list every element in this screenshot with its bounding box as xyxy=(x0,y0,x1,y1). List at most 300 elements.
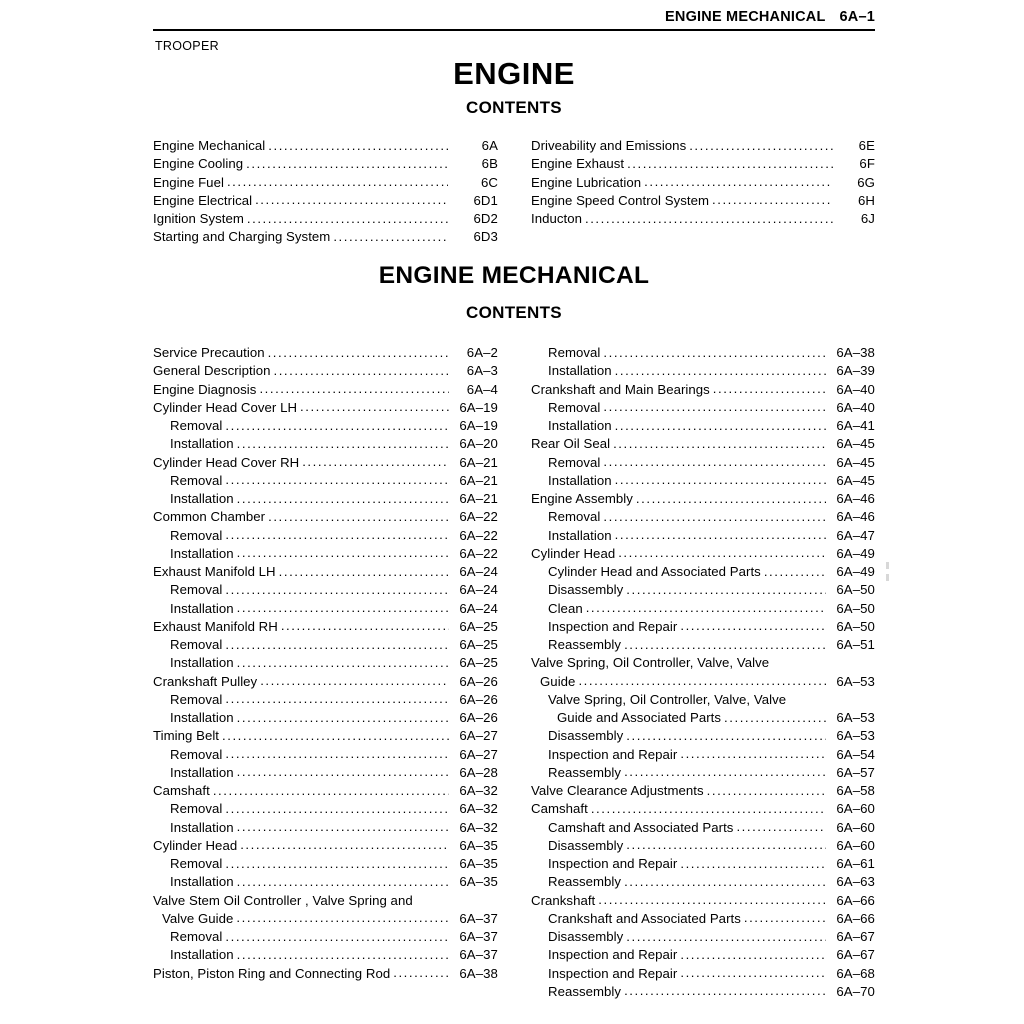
toc-entry[interactable] xyxy=(531,837,875,855)
toc-entry-label: Common Chamber xyxy=(153,509,266,525)
toc-entry-label: Timing Belt xyxy=(153,728,220,744)
toc-entry-page: 6A–70 xyxy=(836,983,875,999)
toc-entry-label: Installation xyxy=(170,947,234,963)
toc-entry[interactable] xyxy=(531,654,875,672)
toc-entry-label: Exhaust Manifold LH xyxy=(153,564,276,579)
toc-entry-page: 6A–37 xyxy=(459,947,498,963)
toc-entry-page: 6A–35 xyxy=(459,837,498,853)
toc-leader-dots xyxy=(624,982,826,1000)
toc-entry-page: 6A–22 xyxy=(459,509,498,525)
toc-entry[interactable] xyxy=(153,210,498,228)
toc-entry[interactable] xyxy=(531,137,875,155)
toc-entry-page: 6A–47 xyxy=(836,527,875,543)
toc-entry-page: 6D2 xyxy=(473,211,498,226)
toc-entry-label: Rear Oil Seal xyxy=(531,436,611,452)
toc-entry-label: Engine Lubrication xyxy=(531,174,642,190)
toc-entry-page: 6A–2 xyxy=(466,345,498,360)
toc-entry[interactable] xyxy=(153,563,498,581)
toc-entry-label: Installation xyxy=(548,363,612,379)
toc-entry-label: Removal xyxy=(548,345,601,360)
toc-entry[interactable] xyxy=(531,399,875,417)
toc-entry-label: Service Precaution xyxy=(153,345,265,360)
toc-entry-label: Reassembly xyxy=(548,764,622,780)
toc-leader-dots xyxy=(624,873,826,891)
toc-leader-dots xyxy=(268,344,449,362)
toc-leader-dots xyxy=(598,891,826,909)
toc-entry-label: Disassembly xyxy=(548,582,624,598)
toc-entry[interactable] xyxy=(531,381,875,399)
toc-leader-dots xyxy=(578,672,826,690)
toc-entry-page: 6A–27 xyxy=(459,746,498,762)
toc-entry-page: 6A–45 xyxy=(836,454,875,470)
toc-leader-dots xyxy=(736,818,826,836)
toc-leader-dots xyxy=(300,398,449,416)
toc-entry-page: 6H xyxy=(857,192,875,208)
toc-entry-page: 6A–60 xyxy=(836,801,875,817)
toc-entry-page: 6A–22 xyxy=(459,545,498,561)
toc-entry[interactable] xyxy=(531,709,875,727)
toc-entry[interactable] xyxy=(531,819,875,837)
toc-entry-label: Removal xyxy=(170,527,223,543)
toc-entry-page: 6A–26 xyxy=(459,691,498,707)
toc-entry[interactable] xyxy=(153,782,498,800)
toc-leader-dots xyxy=(227,173,448,191)
toc-leader-dots xyxy=(236,909,449,927)
toc-leader-dots xyxy=(615,362,826,380)
toc-entry[interactable] xyxy=(153,873,498,891)
toc-entry-label: Cylinder Head Cover LH xyxy=(153,399,298,415)
toc-entry[interactable] xyxy=(153,435,498,453)
toc-entry-page: 6A–57 xyxy=(836,764,875,780)
toc-leader-dots xyxy=(626,928,826,946)
toc-entry-label: Reassembly xyxy=(548,637,622,652)
toc-entry-page: 6A–46 xyxy=(836,509,875,525)
toc-entry-label: Removal xyxy=(548,454,601,470)
toc-entry[interactable] xyxy=(153,527,498,545)
toc-entry[interactable] xyxy=(153,344,498,362)
toc-entry-label: Installation xyxy=(170,436,234,452)
toc-leader-dots xyxy=(247,210,448,228)
toc-entry-label: Camshaft xyxy=(153,783,210,798)
toc-engine-right-column xyxy=(531,137,875,228)
toc-entry-label: Cylinder Head Cover RH xyxy=(153,454,300,470)
toc-entry[interactable] xyxy=(531,746,875,764)
toc-entry-label: Disassembly xyxy=(548,837,624,853)
toc-entry[interactable] xyxy=(531,192,875,210)
toc-entry-label: Inspection and Repair xyxy=(548,618,678,634)
scan-artifact xyxy=(886,574,889,581)
toc-entry-label: Valve Spring, Oil Controller, Valve, Valve xyxy=(548,691,787,707)
toc-entry-label: Engine Speed Control System xyxy=(531,192,710,208)
toc-entry-page: 6A–60 xyxy=(836,837,875,853)
toc-leader-dots xyxy=(225,636,449,654)
toc-entry[interactable] xyxy=(153,490,498,508)
toc-entry-page: 6A–50 xyxy=(836,582,875,598)
toc-entry-page: 6A–58 xyxy=(836,783,875,798)
toc-entry-page: 6A–3 xyxy=(466,363,498,379)
toc-entry-page: 6A–53 xyxy=(836,673,875,689)
toc-leader-dots xyxy=(591,800,826,818)
toc-entry[interactable] xyxy=(153,618,498,636)
toc-entry[interactable] xyxy=(153,600,498,618)
toc-entry-page: 6A–37 xyxy=(459,929,498,944)
toc-entry-label: Removal xyxy=(170,929,223,944)
toc-entry[interactable] xyxy=(153,174,498,192)
toc-entry[interactable] xyxy=(531,946,875,964)
toc-entry-page: 6A–19 xyxy=(459,418,498,433)
toc-entry-label: Installation xyxy=(548,527,612,543)
toc-entry[interactable] xyxy=(153,581,498,599)
toc-entry-label: Disassembly xyxy=(548,728,624,744)
header-section-title: ENGINE MECHANICAL 6A–1 xyxy=(665,9,875,25)
toc-entry-page: 6A–28 xyxy=(459,764,498,780)
toc-entry-page: 6F xyxy=(859,156,875,172)
toc-entry-page: 6A–27 xyxy=(459,728,498,744)
model-name: TROOPER xyxy=(155,39,219,53)
toc-entry-page: 6A–21 xyxy=(459,454,498,470)
toc-entry[interactable] xyxy=(531,764,875,782)
toc-entry[interactable] xyxy=(153,454,498,472)
toc-entry-page: 6G xyxy=(857,174,875,190)
toc-entry-page: 6C xyxy=(480,174,498,190)
toc-entry[interactable] xyxy=(531,435,875,453)
toc-leader-dots xyxy=(680,617,826,635)
toc-entry-page: 6A–37 xyxy=(459,910,498,926)
toc-entry-page: 6A–66 xyxy=(836,910,875,926)
toc-entry[interactable] xyxy=(531,472,875,490)
toc-entry-label: Reassembly xyxy=(548,874,622,890)
toc-leader-dots xyxy=(615,471,826,489)
toc-entry[interactable] xyxy=(153,855,498,873)
toc-entry-label: Exhaust Manifold RH xyxy=(153,618,278,634)
toc-entry[interactable] xyxy=(153,837,498,855)
toc-entry-page: 6A–24 xyxy=(459,600,498,616)
toc-entry-page: 6A–51 xyxy=(836,637,875,652)
toc-leader-dots xyxy=(603,453,826,471)
toc-entry[interactable] xyxy=(153,137,498,155)
toc-entry-label: Crankshaft xyxy=(531,892,596,908)
toc-entry-page: 6A–19 xyxy=(459,399,498,415)
toc-entry-page: 6A–32 xyxy=(459,819,498,835)
toc-leader-dots xyxy=(615,417,826,435)
toc-leader-dots xyxy=(225,526,449,544)
toc-entry-page: 6A–26 xyxy=(459,673,498,689)
toc-leader-dots xyxy=(680,946,826,964)
toc-entry-label: Removal xyxy=(548,399,601,415)
toc-leader-dots xyxy=(707,782,826,800)
toc-entry-page: 6A–21 xyxy=(459,491,498,506)
toc-entry[interactable] xyxy=(531,673,875,691)
toc-entry-label: Installation xyxy=(170,655,234,671)
toc-entry-label: Cylinder Head and Associated Parts xyxy=(548,564,761,579)
toc-entry[interactable] xyxy=(531,417,875,435)
toc-leader-dots xyxy=(240,836,449,854)
scan-artifact xyxy=(886,562,889,569)
toc-entry-page: 6A–25 xyxy=(459,637,498,652)
toc-entry-page: 6A–35 xyxy=(459,856,498,871)
toc-entry-label: Engine Assembly xyxy=(531,491,633,506)
toc-mechanical-right-column xyxy=(531,344,875,1001)
toc-entry-label: Installation xyxy=(170,710,234,725)
toc-leader-dots xyxy=(237,490,449,508)
toc-entry-page: 6A–50 xyxy=(836,618,875,634)
toc-entry-label: Installation xyxy=(170,600,234,616)
toc-entry[interactable] xyxy=(153,819,498,837)
toc-leader-dots xyxy=(302,453,449,471)
toc-entry-page: 6A–21 xyxy=(459,472,498,488)
toc-leader-dots xyxy=(680,745,826,763)
toc-entry-page: 6A–53 xyxy=(836,710,875,725)
toc-entry[interactable] xyxy=(153,508,498,526)
toc-entry[interactable] xyxy=(153,691,498,709)
page-header xyxy=(153,8,875,26)
toc-leader-dots xyxy=(764,563,826,581)
toc-entry[interactable] xyxy=(531,782,875,800)
header-rule xyxy=(153,29,875,31)
toc-entry[interactable] xyxy=(153,709,498,727)
toc-entry-page: 6J xyxy=(860,211,875,226)
toc-entry[interactable] xyxy=(531,508,875,526)
toc-entry-label: Removal xyxy=(170,637,223,652)
toc-entry[interactable] xyxy=(153,965,498,983)
toc-leader-dots xyxy=(237,709,449,727)
toc-entry[interactable] xyxy=(153,192,498,210)
toc-entry-label: Installation xyxy=(170,491,234,506)
toc-leader-dots xyxy=(603,344,826,362)
toc-entry-label: Engine Cooling xyxy=(153,156,244,172)
toc-entry[interactable] xyxy=(531,600,875,618)
toc-entry[interactable] xyxy=(153,946,498,964)
toc-leader-dots xyxy=(225,928,449,946)
toc-leader-dots xyxy=(237,544,449,562)
toc-leader-dots xyxy=(680,855,826,873)
toc-entry-page: 6A–68 xyxy=(836,965,875,981)
toc-leader-dots xyxy=(644,173,833,191)
toc-entry-label: Engine Mechanical xyxy=(153,138,266,153)
toc-entry-label: Starting and Charging System xyxy=(153,229,331,245)
toc-entry[interactable] xyxy=(153,472,498,490)
toc-entry[interactable] xyxy=(531,344,875,362)
toc-entry-label: Engine Electrical xyxy=(153,192,253,208)
toc-leader-dots xyxy=(255,191,448,209)
toc-entry[interactable] xyxy=(153,155,498,173)
toc-leader-dots xyxy=(246,155,448,173)
toc-leader-dots xyxy=(274,362,450,380)
toc-entry-label: Inspection and Repair xyxy=(548,746,678,762)
toc-entry[interactable] xyxy=(153,800,498,818)
toc-entry[interactable] xyxy=(531,965,875,983)
toc-leader-dots xyxy=(281,617,449,635)
toc-entry-label: Removal xyxy=(170,418,223,433)
toc-leader-dots xyxy=(585,210,833,228)
toc-entry-page: 6A–53 xyxy=(836,728,875,744)
toc-entry-label: Installation xyxy=(170,545,234,561)
toc-entry-page: 6A–50 xyxy=(836,600,875,616)
toc-entry-label: Removal xyxy=(170,691,223,707)
toc-entry[interactable] xyxy=(153,910,498,928)
toc-entry[interactable] xyxy=(531,983,875,1001)
toc-entry-label: Inspection and Repair xyxy=(548,856,678,871)
toc-entry[interactable] xyxy=(153,727,498,745)
toc-leader-dots xyxy=(225,745,449,763)
toc-entry[interactable] xyxy=(153,892,498,910)
toc-entry-page: 6A–54 xyxy=(836,746,875,762)
toc-entry-page: 6A–32 xyxy=(459,783,498,798)
toc-leader-dots xyxy=(268,137,448,155)
toc-entry[interactable] xyxy=(531,155,875,173)
toc-engine-left-column xyxy=(153,137,498,247)
section-contents-heading: CONTENTS xyxy=(466,303,562,322)
toc-leader-dots xyxy=(724,709,826,727)
toc-leader-dots xyxy=(237,654,449,672)
toc-entry-label: Removal xyxy=(548,509,601,525)
toc-leader-dots xyxy=(222,727,449,745)
toc-entry-label: Valve Stem Oil Controller , Valve Spring and xyxy=(153,892,413,908)
toc-entry-page: 6E xyxy=(858,138,875,153)
toc-entry-page: 6A xyxy=(481,138,498,153)
toc-entry[interactable] xyxy=(531,545,875,563)
contents-heading: CONTENTS xyxy=(466,98,562,117)
toc-entry-label: Engine Diagnosis xyxy=(153,381,257,397)
toc-entry[interactable] xyxy=(153,381,498,399)
toc-entry[interactable] xyxy=(153,399,498,417)
toc-entry[interactable] xyxy=(531,691,875,709)
toc-leader-dots xyxy=(213,782,449,800)
toc-leader-dots xyxy=(225,855,449,873)
toc-entry-label: Clean xyxy=(548,600,583,616)
toc-entry[interactable] xyxy=(153,654,498,672)
toc-leader-dots xyxy=(627,155,833,173)
toc-entry-page: 6A–45 xyxy=(836,472,875,488)
toc-entry-label: Guide xyxy=(540,673,576,689)
toc-entry[interactable] xyxy=(531,855,875,873)
toc-entry[interactable] xyxy=(153,764,498,782)
toc-entry-page: 6A–22 xyxy=(459,527,498,543)
toc-entry-page: 6A–46 xyxy=(836,491,875,506)
toc-entry-label: Camshaft xyxy=(531,801,588,817)
toc-leader-dots xyxy=(237,599,449,617)
toc-entry-label: Ignition System xyxy=(153,211,244,226)
toc-entry[interactable] xyxy=(531,362,875,380)
toc-entry-page: 6A–61 xyxy=(836,856,875,871)
toc-entry[interactable] xyxy=(531,910,875,928)
toc-leader-dots xyxy=(626,581,826,599)
toc-entry[interactable] xyxy=(531,581,875,599)
toc-entry-page: 6A–39 xyxy=(836,363,875,379)
toc-leader-dots xyxy=(680,964,826,982)
toc-entry[interactable] xyxy=(153,673,498,691)
header-page-code: 6A–1 xyxy=(839,9,875,25)
toc-entry-label: Installation xyxy=(548,472,612,488)
toc-entry[interactable] xyxy=(531,527,875,545)
toc-entry-label: Inducton xyxy=(531,211,582,226)
toc-entry[interactable] xyxy=(531,636,875,654)
toc-entry[interactable] xyxy=(153,636,498,654)
toc-entry-label: Removal xyxy=(170,582,223,598)
toc-entry-page: 6A–26 xyxy=(459,710,498,725)
toc-entry[interactable] xyxy=(531,454,875,472)
toc-entry-label: Cylinder Head xyxy=(531,545,616,561)
toc-entry-page: 6A–24 xyxy=(459,564,498,579)
toc-leader-dots xyxy=(237,946,449,964)
toc-entry[interactable] xyxy=(153,545,498,563)
toc-entry[interactable] xyxy=(153,417,498,435)
toc-entry-page: 6A–35 xyxy=(459,874,498,890)
toc-entry[interactable] xyxy=(531,210,875,228)
toc-leader-dots xyxy=(586,599,826,617)
toc-leader-dots xyxy=(279,563,449,581)
toc-entry-label: Installation xyxy=(170,819,234,835)
toc-leader-dots xyxy=(744,909,826,927)
section-title: ENGINE MECHANICAL xyxy=(378,262,650,289)
toc-entry-label: Valve Spring, Oil Controller, Valve, Valve xyxy=(531,655,770,671)
toc-leader-dots xyxy=(225,581,449,599)
toc-entry-label: General Description xyxy=(153,363,271,379)
toc-entry-page: 6A–24 xyxy=(459,582,498,598)
toc-mechanical-left-column xyxy=(153,344,498,983)
toc-entry[interactable] xyxy=(153,928,498,946)
page-title: ENGINE xyxy=(453,56,575,91)
toc-leader-dots xyxy=(333,228,448,246)
toc-entry-page: 6A–40 xyxy=(836,399,875,415)
toc-leader-dots xyxy=(626,836,826,854)
toc-leader-dots xyxy=(603,508,826,526)
toc-entry[interactable] xyxy=(531,892,875,910)
toc-entry-label: Cylinder Head xyxy=(153,837,238,853)
toc-entry-label: Crankshaft and Associated Parts xyxy=(548,910,741,926)
toc-entry-label: Engine Exhaust xyxy=(531,156,625,172)
toc-entry-page: 6B xyxy=(481,156,498,172)
toc-entry[interactable] xyxy=(531,800,875,818)
toc-entry-page: 6A–20 xyxy=(459,436,498,452)
toc-leader-dots xyxy=(689,137,833,155)
toc-entry[interactable] xyxy=(153,746,498,764)
toc-entry[interactable] xyxy=(153,362,498,380)
toc-leader-dots xyxy=(237,873,449,891)
toc-entry-label: Reassembly xyxy=(548,983,622,999)
toc-entry[interactable] xyxy=(531,618,875,636)
toc-leader-dots xyxy=(237,763,449,781)
toc-entry-page: 6A–25 xyxy=(459,655,498,671)
toc-entry-label: Removal xyxy=(170,472,223,488)
toc-entry[interactable] xyxy=(531,490,875,508)
toc-entry-page: 6D3 xyxy=(473,229,498,245)
toc-entry[interactable] xyxy=(531,928,875,946)
toc-entry[interactable] xyxy=(153,228,498,246)
toc-entry[interactable] xyxy=(531,174,875,192)
toc-entry-label: Installation xyxy=(548,418,612,433)
toc-entry-label: Crankshaft and Main Bearings xyxy=(531,381,710,397)
toc-leader-dots xyxy=(225,690,449,708)
toc-leader-dots xyxy=(225,471,449,489)
toc-entry-page: 6A–38 xyxy=(459,965,498,981)
toc-entry[interactable] xyxy=(531,563,875,581)
toc-leader-dots xyxy=(268,508,449,526)
toc-entry-label: Installation xyxy=(170,764,234,780)
toc-leader-dots xyxy=(624,636,826,654)
toc-entry-page: 6A–38 xyxy=(836,345,875,360)
toc-entry[interactable] xyxy=(531,727,875,745)
toc-entry[interactable] xyxy=(531,873,875,891)
toc-leader-dots xyxy=(260,672,449,690)
toc-entry-label: Removal xyxy=(170,746,223,762)
toc-entry-label: Engine Fuel xyxy=(153,174,224,190)
toc-entry-label: Piston, Piston Ring and Connecting Rod xyxy=(153,965,391,981)
toc-leader-dots xyxy=(615,526,826,544)
toc-leader-dots xyxy=(636,490,826,508)
toc-leader-dots xyxy=(626,727,826,745)
toc-entry-page: 6A–66 xyxy=(836,892,875,908)
